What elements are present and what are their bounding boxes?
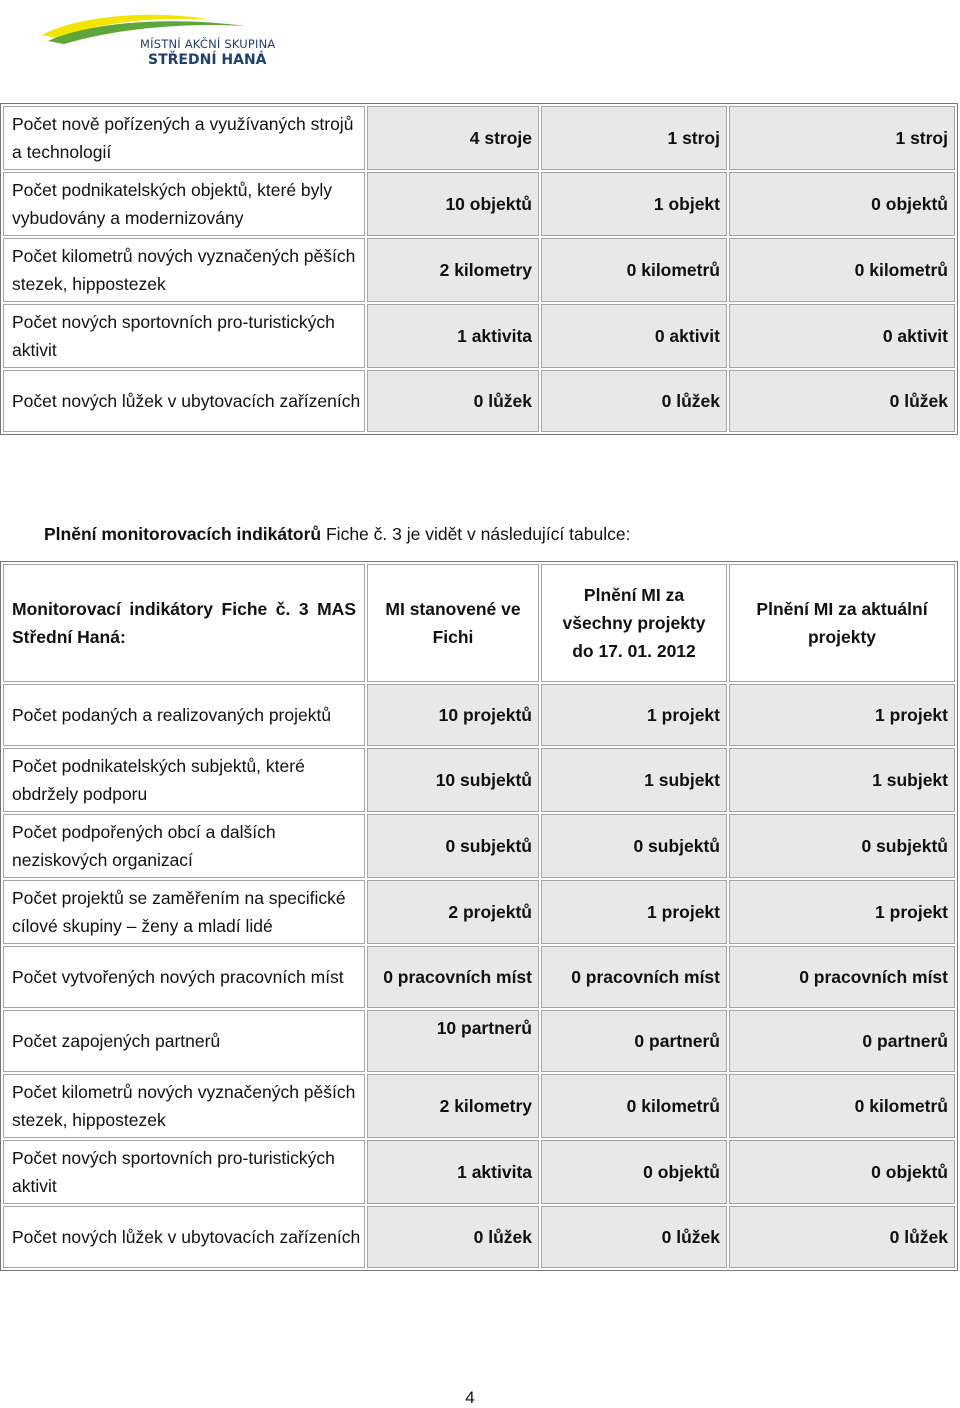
- row-label: Počet nových lůžek v ubytovacích zařízeních: [3, 370, 365, 432]
- value-cell: 0 subjektů: [729, 814, 955, 878]
- row-label: Počet nových sportovních pro-turistických aktivit: [3, 1140, 365, 1204]
- value-cell: 0 pracovních míst: [729, 946, 955, 1008]
- value-cell: 2 projektů: [367, 880, 539, 944]
- value-cell: 4 stroje: [367, 106, 539, 170]
- value-cell: 2 kilometry: [367, 238, 539, 302]
- table-row: [3, 1010, 955, 1072]
- value-cell: 0 pracovních míst: [541, 946, 727, 1008]
- value-cell: 0 aktivit: [729, 304, 955, 368]
- row-label: Počet podnikatelských subjektů, které obdržely podporu: [3, 748, 365, 812]
- value-cell: 0 partnerů: [729, 1010, 955, 1072]
- value-cell: 1 subjekt: [729, 748, 955, 812]
- row-label: Počet kilometrů nových vyznačených pěších stezek, hippostezek: [3, 1074, 365, 1138]
- value-cell: 1 aktivita: [367, 1140, 539, 1204]
- value-cell: 1 projekt: [729, 880, 955, 944]
- caption-bold: Plnění monitorovacích indikátorů: [44, 524, 322, 544]
- value-cell: 0 aktivit: [541, 304, 727, 368]
- value-cell: 1 projekt: [729, 684, 955, 746]
- table-row: [3, 880, 955, 944]
- table-row: [3, 748, 955, 812]
- value-cell: 0 kilometrů: [729, 1074, 955, 1138]
- value-cell: 1 projekt: [541, 684, 727, 746]
- value-cell: 1 projekt: [541, 880, 727, 944]
- value-cell: 1 subjekt: [541, 748, 727, 812]
- value-cell: 0 lůžek: [367, 370, 539, 432]
- table-row: [3, 106, 955, 170]
- value-cell: 0 subjektů: [367, 814, 539, 878]
- header-cell-fulfilled-all: Plnění MI za všechny projekty do 17. 01. 2012: [541, 564, 727, 682]
- mas-logo: [40, 8, 280, 70]
- indicator-table-2: [0, 561, 958, 1271]
- row-label: Počet nových lůžek v ubytovacích zařízeních: [3, 1206, 365, 1268]
- table-header-row: [3, 564, 955, 682]
- value-cell: 1 objekt: [541, 172, 727, 236]
- header-cell-indicators: Monitorovací indikátory Fiche č. 3 MAS Střední Haná:: [3, 564, 365, 682]
- row-label: Počet vytvořených nových pracovních míst: [3, 946, 365, 1008]
- value-cell: 2 kilometry: [367, 1074, 539, 1138]
- value-cell: 0 kilometrů: [541, 238, 727, 302]
- value-cell: 0 lůžek: [729, 1206, 955, 1268]
- table-row: [3, 1206, 955, 1268]
- value-cell: 1 stroj: [729, 106, 955, 170]
- table-row: [3, 1074, 955, 1138]
- value-cell: 0 objektů: [729, 1140, 955, 1204]
- row-label: Počet podpořených obcí a dalších neziskových organizací: [3, 814, 365, 878]
- table-caption: [44, 524, 630, 545]
- value-cell: 10 partnerů: [367, 1010, 539, 1072]
- value-cell: 10 projektů: [367, 684, 539, 746]
- table-row: [3, 814, 955, 878]
- header-cell-fulfilled-current: Plnění MI za aktuální projekty: [729, 564, 955, 682]
- value-cell: 1 aktivita: [367, 304, 539, 368]
- logo-text-line1: MÍSTNÍ AKČNÍ SKUPINA: [140, 37, 276, 51]
- value-cell: 0 objektů: [541, 1140, 727, 1204]
- header-cell-planned: MI stanovené ve Fichi: [367, 564, 539, 682]
- table-row: [3, 238, 955, 302]
- value-cell: 0 lůžek: [729, 370, 955, 432]
- table-row: [3, 684, 955, 746]
- value-cell: 0 kilometrů: [541, 1074, 727, 1138]
- row-label: Počet podaných a realizovaných projektů: [3, 684, 365, 746]
- value-cell: 10 subjektů: [367, 748, 539, 812]
- row-label: Počet zapojených partnerů: [3, 1010, 365, 1072]
- value-cell: 0 objektů: [729, 172, 955, 236]
- value-cell: 0 lůžek: [541, 1206, 727, 1268]
- value-cell: 0 partnerů: [541, 1010, 727, 1072]
- table-row: [3, 370, 955, 432]
- table-row: [3, 946, 955, 1008]
- value-cell: 0 lůžek: [541, 370, 727, 432]
- table-row: [3, 172, 955, 236]
- value-cell: 1 stroj: [541, 106, 727, 170]
- logo-text-line2: STŘEDNÍ HANÁ: [148, 52, 267, 68]
- row-label: Počet kilometrů nových vyznačených pěších stezek, hippostezek: [3, 238, 365, 302]
- indicator-table-1: [0, 103, 958, 435]
- page-number: 4: [465, 1388, 475, 1407]
- row-label: Počet podnikatelských objektů, které byly vybudovány a modernizovány: [3, 172, 365, 236]
- table-row: [3, 304, 955, 368]
- value-cell: 0 kilometrů: [729, 238, 955, 302]
- table-row: [3, 1140, 955, 1204]
- row-label: Počet nově pořízených a využívaných strojů a technologií: [3, 106, 365, 170]
- value-cell: 0 pracovních míst: [367, 946, 539, 1008]
- value-cell: 10 objektů: [367, 172, 539, 236]
- value-cell: 0 lůžek: [367, 1206, 539, 1268]
- row-label: Počet projektů se zaměřením na specifické cílové skupiny – ženy a mladí lidé: [3, 880, 365, 944]
- value-cell: 0 subjektů: [541, 814, 727, 878]
- row-label: Počet nových sportovních pro-turistických aktivit: [3, 304, 365, 368]
- caption-text: Fiche č. 3 je vidět v následující tabulce:: [321, 524, 631, 544]
